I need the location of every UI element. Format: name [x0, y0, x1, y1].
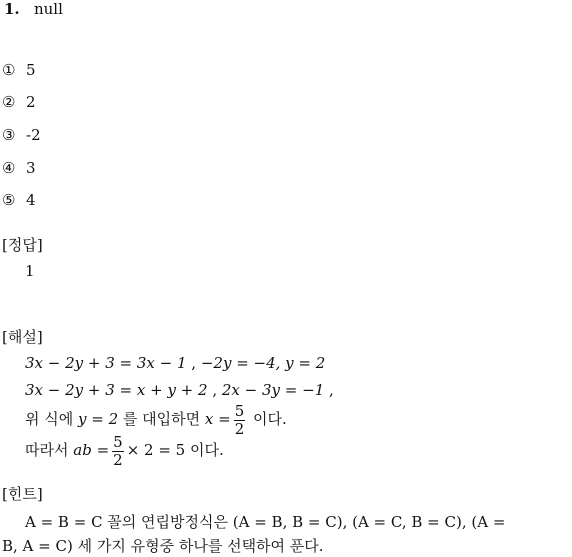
question-text: null	[33, 0, 63, 18]
explanation-line-4	[25, 433, 224, 469]
choice-5-mark: ⑤	[2, 191, 16, 209]
fraction-ab-denominator: 2	[113, 450, 123, 469]
ab-lhs: ab =	[73, 441, 110, 459]
answer-heading: [정답]	[2, 236, 43, 254]
trailing-comma: ,	[324, 381, 334, 399]
choice-3-mark: ③	[2, 126, 16, 144]
equation-1-result: −2y = −4, y = 2	[200, 354, 326, 372]
x-lhs: x =	[204, 410, 231, 428]
choice-4-mark: ④	[2, 159, 16, 177]
choice-5-value: 4	[26, 191, 36, 209]
choice-4-value: 3	[26, 159, 36, 177]
equation-2: 3x − 2y + 3 = x + y + 2	[25, 381, 208, 399]
choice-2-value: 2	[26, 93, 36, 111]
fraction-ab	[112, 434, 124, 469]
fraction-x	[234, 403, 246, 438]
equation-1: 3x − 2y + 3 = 3x − 1	[25, 354, 187, 372]
substitute-equation: y = 2	[78, 410, 119, 428]
separator: ,	[186, 354, 201, 372]
question-line	[4, 0, 63, 19]
question-number: 1.	[4, 0, 20, 18]
separator: ,	[207, 381, 222, 399]
substitute-text-2: 를 대입하면	[118, 410, 205, 428]
hint-heading: [힌트]	[2, 485, 43, 503]
fraction-x-numerator: 5	[234, 401, 245, 420]
choice-3	[2, 125, 41, 145]
equation-2-result: 2x − 3y = −1	[221, 381, 325, 399]
choice-2	[2, 92, 36, 112]
answer-value: 1	[25, 262, 35, 280]
fraction-x-denominator: 2	[234, 419, 245, 438]
choice-2-mark: ②	[2, 93, 16, 111]
choice-3-value: -2	[26, 126, 41, 144]
hint-line-2: B, A = C) 세 가지 유형중 하나를 선택하여 푼다.	[2, 537, 324, 555]
explanation-line-1	[25, 353, 325, 373]
explanation-line-2	[25, 380, 334, 400]
choice-5	[2, 190, 36, 210]
substitute-text: 위 식에	[25, 410, 79, 428]
choice-4	[2, 158, 36, 178]
choice-1	[2, 60, 36, 80]
choice-1-mark: ①	[2, 61, 16, 79]
fraction-ab-numerator: 5	[113, 432, 123, 451]
therefore-text: 따라서	[25, 441, 74, 459]
hint-line-1: A = B = C 꼴의 연립방정식은 (A = B, B = C), (A = C, B = C), (A =	[25, 513, 506, 531]
choice-1-value: 5	[26, 61, 36, 79]
conclusion-text: 이다.	[185, 441, 224, 459]
conclusion-text: 이다.	[248, 410, 287, 428]
explanation-heading: [해설]	[2, 328, 43, 346]
ab-rhs: × 2 = 5	[126, 441, 186, 459]
